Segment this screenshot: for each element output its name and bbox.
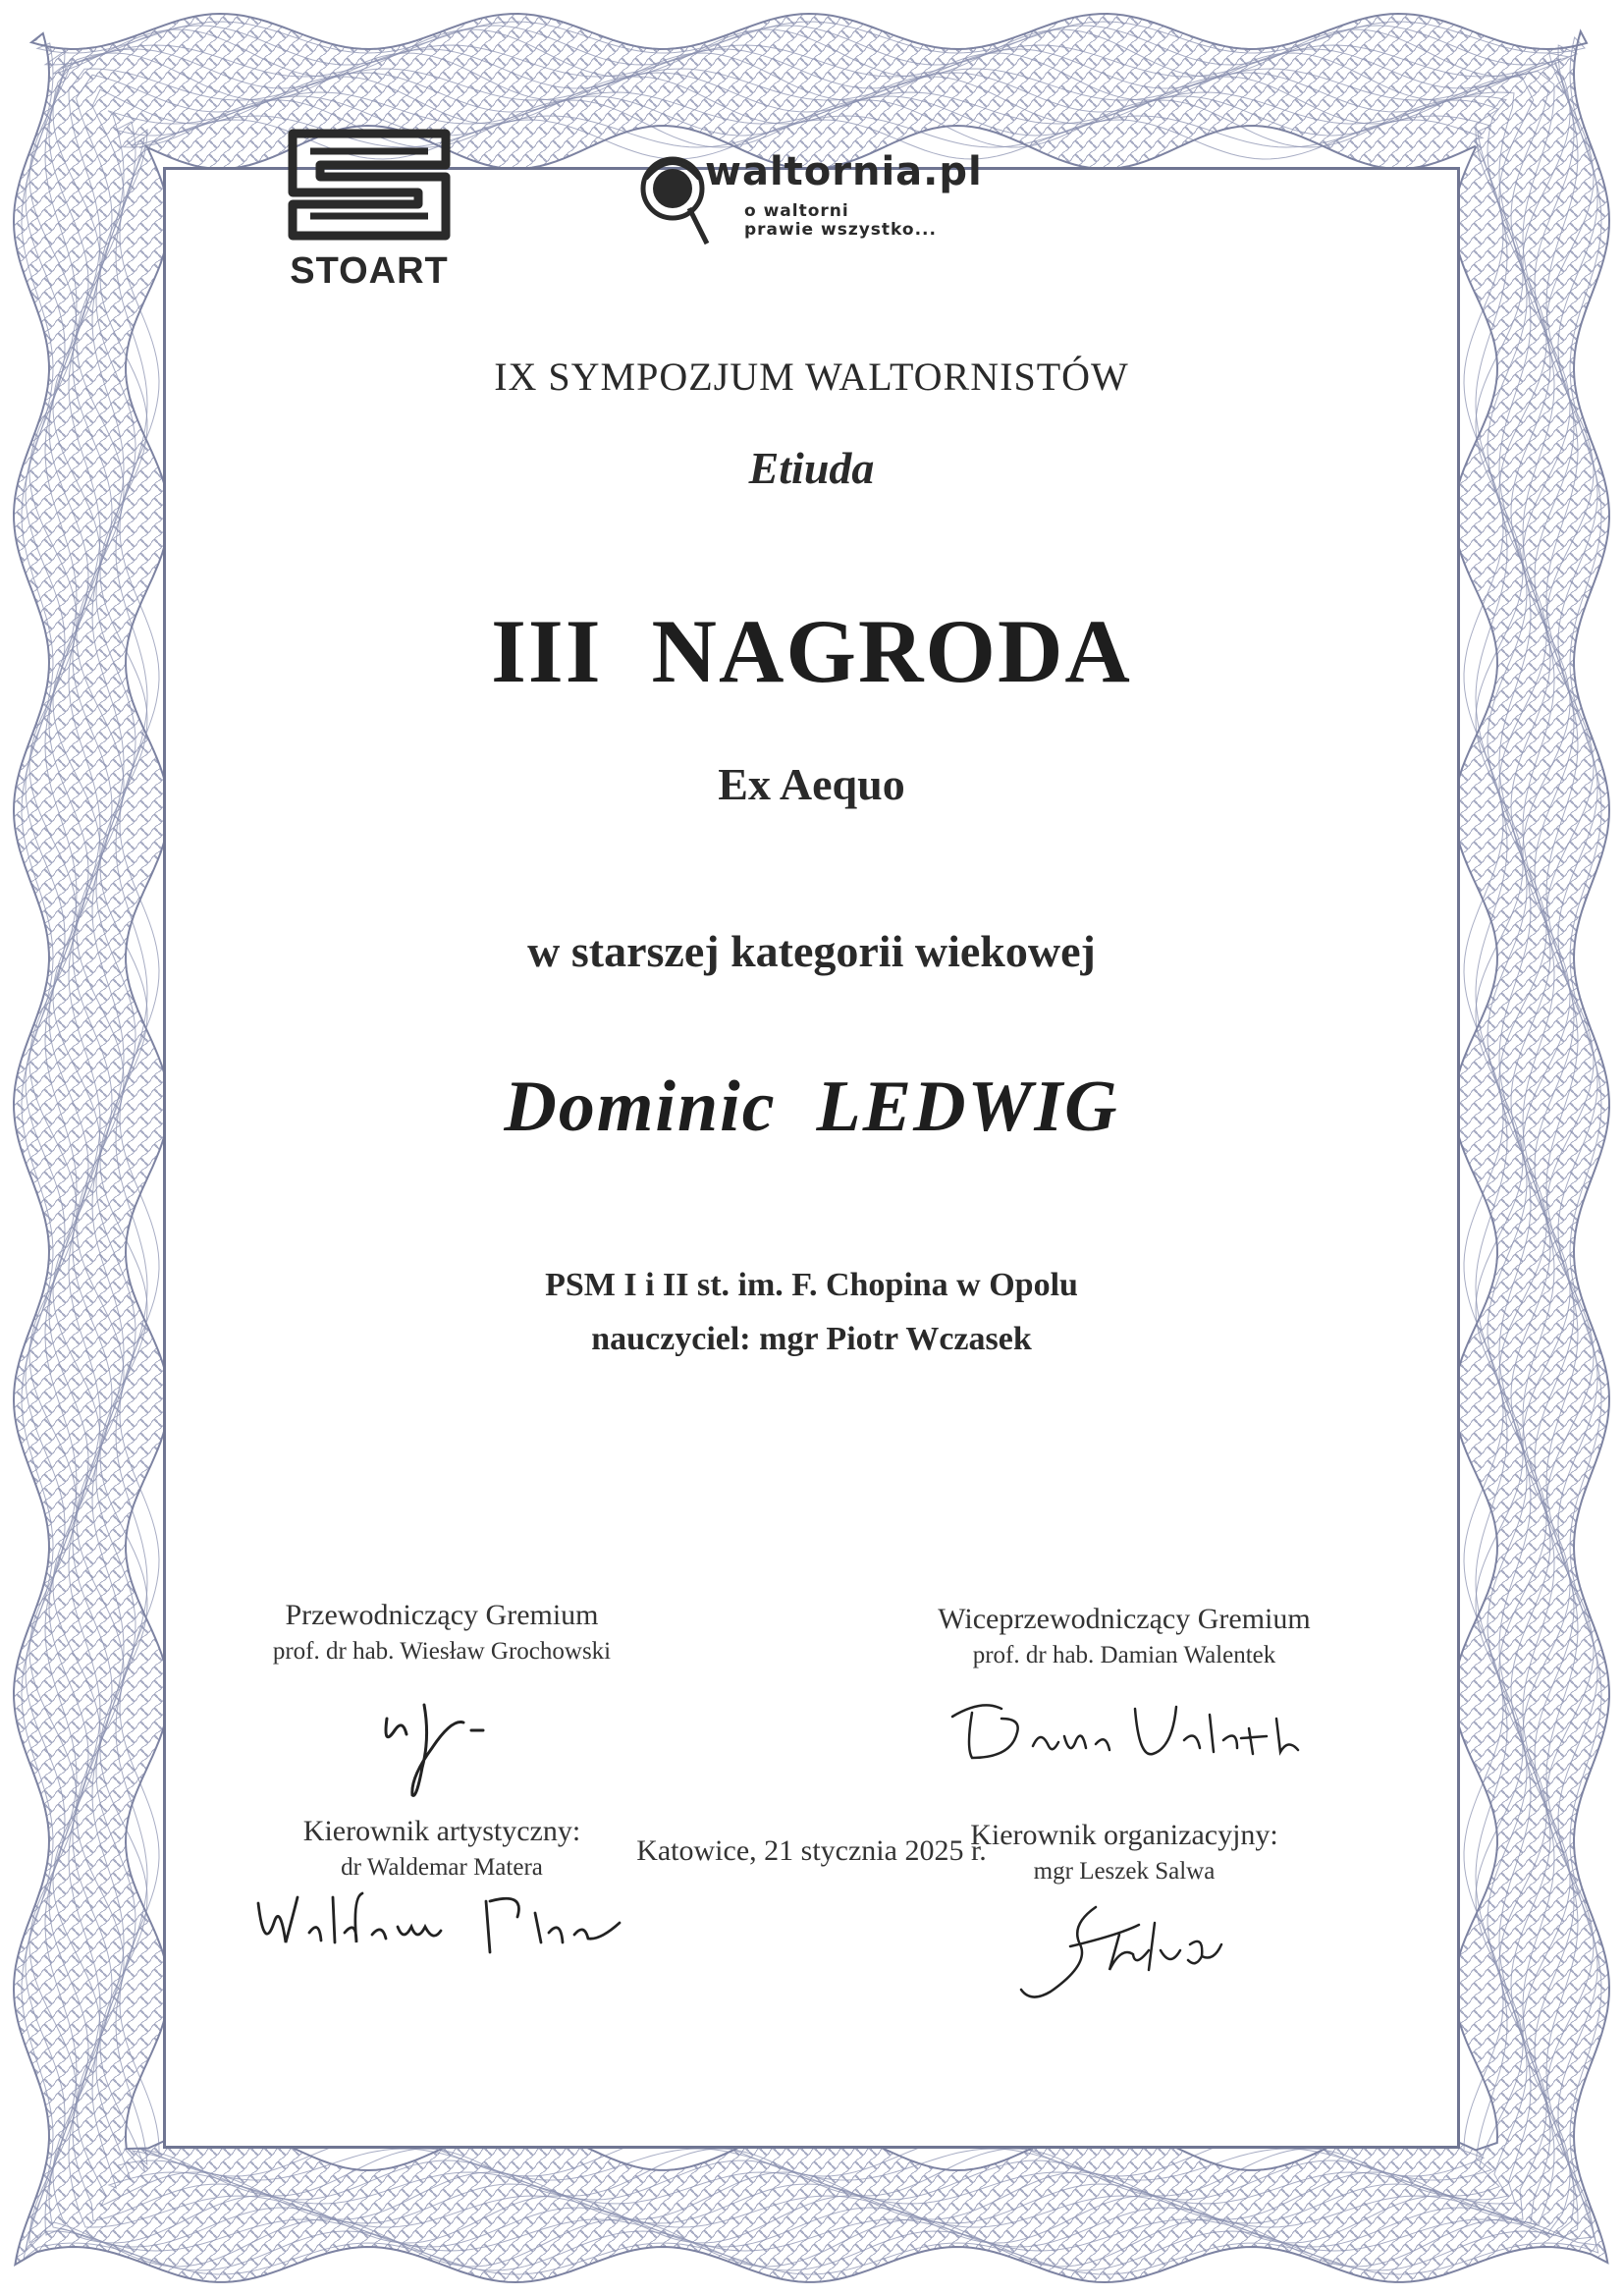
school-name: PSM I i II st. im. F. Chopina w Opolu [545,1267,1078,1303]
signature-organizing-director-icon [1011,1895,1247,2003]
stoart-emblem-icon [281,126,458,244]
waltornia-logo [628,145,1041,253]
signature-role: Kierownik artystyczny: [302,1815,581,1847]
teacher-name: nauczyciel: mgr Piotr Wczasek [591,1321,1032,1357]
stoart-wordmark: STOART [290,250,449,292]
award-title: III NAGRODA [491,601,1132,701]
signature-chair-icon [373,1679,530,1807]
signature-person: prof. dr hab. Damian Walentek [972,1642,1276,1668]
event-title: IX SYMPOZJUM WALTORNISTÓW [494,355,1129,399]
recipient-name: Dominic LEDWIG [504,1066,1119,1147]
place-and-date: Katowice, 21 stycznia 2025 r. [636,1834,987,1867]
signature-vice-chair-icon [943,1689,1306,1777]
signature-artistic-director-icon [250,1884,633,1962]
stoart-logo [281,126,458,293]
age-category: w starszej kategorii wiekowej [527,926,1096,976]
signature-role: Wiceprzewodniczący Gremium [938,1603,1311,1635]
signature-person: dr Waldemar Matera [341,1854,543,1881]
horn-icon [628,145,717,253]
signature-role: Kierownik organizacyjny: [970,1819,1278,1851]
signature-vice-chair [869,1603,1380,1669]
signature-chair [187,1599,697,1666]
signature-role: Przewodniczący Gremium [285,1599,599,1631]
signature-person: prof. dr hab. Wiesław Grochowski [272,1638,612,1665]
signature-person: mgr Leszek Salwa [1033,1858,1216,1885]
waltornia-wordmark: waltornia.pl [705,149,983,194]
tagline-line-2: prawie wszystko... [744,220,937,240]
discipline: Etiuda [748,443,875,493]
award-note: Ex Aequo [718,759,905,809]
waltornia-tagline [744,202,937,240]
tagline-line-1: o waltorni [744,201,849,221]
